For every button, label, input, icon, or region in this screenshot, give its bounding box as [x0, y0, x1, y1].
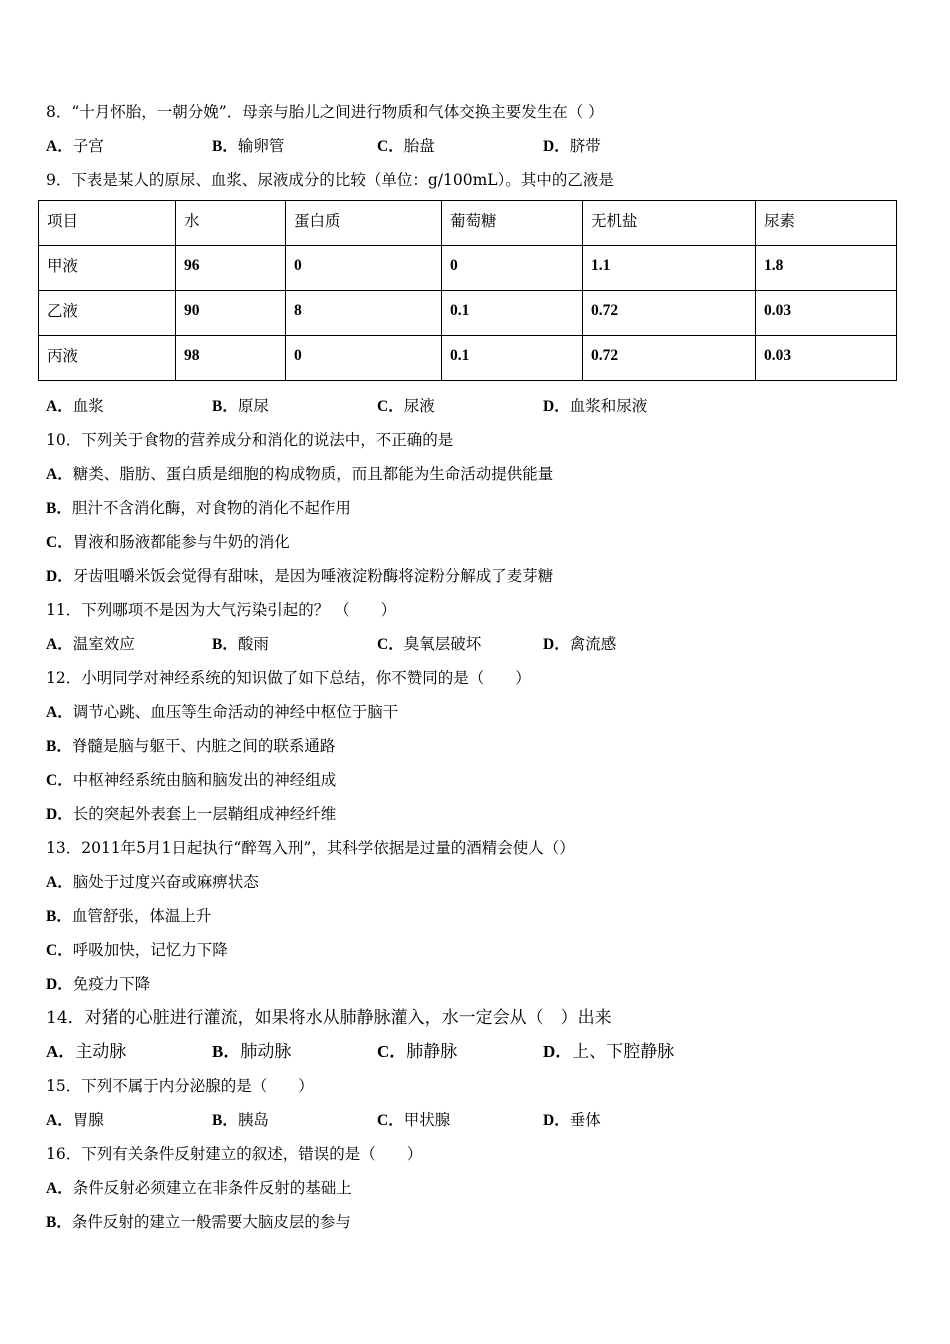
table-cell: 1.1: [583, 246, 756, 291]
question-14-option-a: A．主动脉: [46, 1042, 127, 1062]
table-cell: 0.03: [756, 336, 897, 381]
question-8-stem: 8．“十月怀胎，一朝分娩”．母亲与胎儿之间进行物质和气体交换主要发生在（ ）: [46, 103, 604, 121]
question-9-option-c: C．尿液: [377, 397, 435, 415]
table-cell: 0.72: [583, 291, 756, 336]
table-header-cell: 尿素: [756, 201, 897, 246]
question-13-option-a: A．脑处于过度兴奋或麻痹状态: [46, 873, 259, 891]
table-cell: 0: [286, 336, 442, 381]
table-row: [39, 336, 897, 381]
question-15-option-c: C．甲状腺: [377, 1111, 451, 1129]
question-11-option-b: B．酸雨: [212, 635, 269, 653]
table-header-cell: 水: [176, 201, 286, 246]
table-cell: 96: [176, 246, 286, 291]
question-12-stem: 12．小明同学对神经系统的知识做了如下总结，你不赞同的是（ ）: [46, 669, 531, 687]
question-9-option-d: D．血浆和尿液: [543, 397, 648, 415]
question-9-option-b: B．原尿: [212, 397, 269, 415]
table-cell: 90: [176, 291, 286, 336]
table-cell: 乙液: [39, 291, 176, 336]
table-cell: 0.72: [583, 336, 756, 381]
table-cell: 丙液: [39, 336, 176, 381]
question-10-option-d: D．牙齿咀嚼米饭会觉得有甜味，是因为唾液淀粉酶将淀粉分解成了麦芽糖: [46, 567, 554, 585]
question-14-option-b: B．肺动脉: [212, 1042, 292, 1062]
question-14-option-c: C．肺静脉: [377, 1042, 458, 1062]
table-header-row: [39, 201, 897, 246]
question-9-option-a: A．血浆: [46, 397, 104, 415]
question-13-stem: 13．2011年5月1日起执行“醉驾入刑”，其科学依据是过量的酒精会使人（）: [46, 839, 575, 857]
question-16-option-b: B．条件反射的建立一般需要大脑皮层的参与: [46, 1213, 351, 1231]
question-13-option-d: D．免疫力下降: [46, 975, 151, 993]
question-15-option-b: B．胰岛: [212, 1111, 269, 1129]
question-13-option-b: B．血管舒张，体温上升: [46, 907, 212, 925]
question-10-stem: 10．下列关于食物的营养成分和消化的说法中，不正确的是: [46, 431, 454, 449]
question-12-option-b: B．脊髓是脑与躯干、内脏之间的联系通路: [46, 737, 336, 755]
question-8-option-c: C．胎盘: [377, 137, 435, 155]
fluid-composition-table: [38, 200, 897, 381]
question-14-option-d: D．上、下腔静脉: [543, 1042, 675, 1062]
question-11-option-a: A．温室效应: [46, 635, 135, 653]
question-12-option-a: A．调节心跳、血压等生命活动的神经中枢位于脑干: [46, 703, 399, 721]
question-8-option-d: D．脐带: [543, 137, 601, 155]
table-header-cell: 葡萄糖: [442, 201, 583, 246]
table-cell: 8: [286, 291, 442, 336]
question-10-option-c: C．胃液和肠液都能参与牛奶的消化: [46, 533, 290, 551]
table-cell: 0: [442, 246, 583, 291]
table-cell: 0.03: [756, 291, 897, 336]
question-10-option-b: B．胆汁不含消化酶，对食物的消化不起作用: [46, 499, 351, 517]
table-cell: 0.1: [442, 291, 583, 336]
table-header-cell: 项目: [39, 201, 176, 246]
question-12-option-d: D．长的突起外表套上一层鞘组成神经纤维: [46, 805, 337, 823]
table-cell: 0.1: [442, 336, 583, 381]
table-cell: 0: [286, 246, 442, 291]
question-8-option-b: B．输卵管: [212, 137, 285, 155]
question-16-option-a: A．条件反射必须建立在非条件反射的基础上: [46, 1179, 352, 1197]
table-header-cell: 无机盐: [583, 201, 756, 246]
question-14-stem: 14．对猪的心脏进行灌流，如果将水从肺静脉灌入，水一定会从（ ）出来: [46, 1008, 612, 1028]
table-cell: 甲液: [39, 246, 176, 291]
table-row: [39, 291, 897, 336]
question-15-option-a: A．胃腺: [46, 1111, 104, 1129]
question-13-option-c: C．呼吸加快，记忆力下降: [46, 941, 228, 959]
table-row: [39, 246, 897, 291]
table-cell: 98: [176, 336, 286, 381]
question-15-stem: 15．下列不属于内分泌腺的是（ ）: [46, 1077, 314, 1095]
question-9-stem: 9．下表是某人的原尿、血浆、尿液成分的比较（单位：g/100mL）。其中的乙液是: [46, 171, 614, 189]
question-8-option-a: A．子宫: [46, 137, 104, 155]
question-16-stem: 16．下列有关条件反射建立的叙述，错误的是（ ）: [46, 1145, 423, 1163]
table-cell: 1.8: [756, 246, 897, 291]
question-12-option-c: C．中枢神经系统由脑和脑发出的神经组成: [46, 771, 337, 789]
table-header-cell: 蛋白质: [286, 201, 442, 246]
question-11-stem: 11．下列哪项不是因为大气污染引起的？ （ ）: [46, 601, 397, 619]
question-15-option-d: D．垂体: [543, 1111, 601, 1129]
question-11-option-d: D．禽流感: [543, 635, 617, 653]
question-11-option-c: C．臭氧层破坏: [377, 635, 482, 653]
question-10-option-a: A．糖类、脂肪、蛋白质是细胞的构成物质，而且都能为生命活动提供能量: [46, 465, 554, 483]
